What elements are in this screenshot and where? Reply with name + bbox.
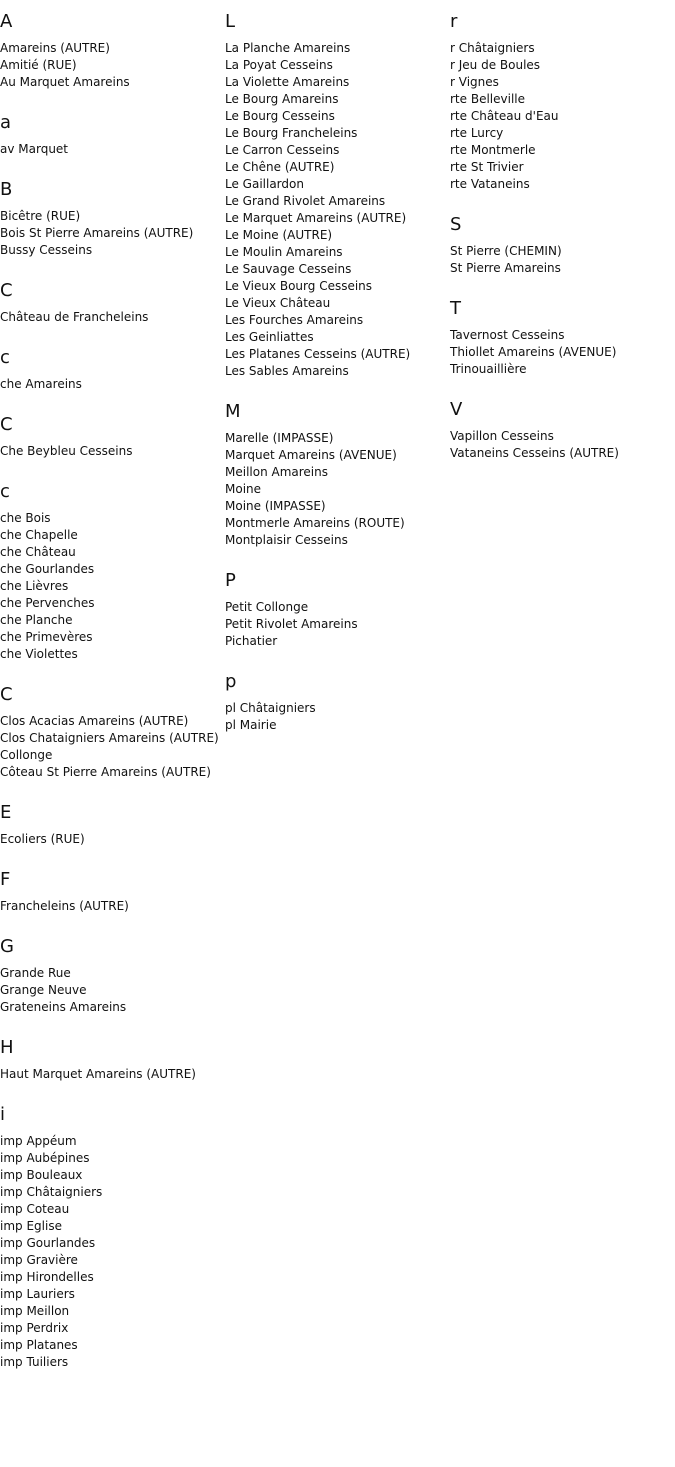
street-link[interactable]: imp Gourlandes <box>0 1236 96 1250</box>
letter-group <box>225 400 450 549</box>
letter-group <box>0 1103 225 1371</box>
street-list <box>450 327 675 378</box>
street-list <box>225 599 450 650</box>
street-link[interactable]: Au Marquet Amareins <box>0 75 130 89</box>
street-index-column-1 <box>0 10 225 1391</box>
street-link[interactable]: av Marquet <box>0 142 69 156</box>
letter-group <box>0 111 225 158</box>
letter-heading: C <box>0 684 13 705</box>
street-list <box>0 376 225 393</box>
letter-group <box>0 1036 225 1083</box>
street-link[interactable]: Le Grand Rivolet Amareins <box>225 194 386 208</box>
letter-heading: p <box>225 671 237 692</box>
letter-group <box>0 683 225 781</box>
street-link[interactable]: La Violette Amareins <box>225 75 350 89</box>
street-link[interactable]: r Vignes <box>450 75 499 89</box>
street-link[interactable]: imp Hirondelles <box>0 1270 94 1284</box>
street-link[interactable]: rte Château d'Eau <box>450 109 559 123</box>
street-link[interactable]: St Pierre Amareins <box>450 261 561 275</box>
street-list <box>225 430 450 549</box>
street-link[interactable]: Marelle (IMPASSE) <box>225 431 334 445</box>
letter-group <box>0 480 225 663</box>
street-link[interactable]: Ecoliers (RUE) <box>0 832 85 846</box>
street-link[interactable]: Le Bourg Amareins <box>225 92 339 106</box>
street-list <box>0 443 225 460</box>
street-link[interactable]: imp Bouleaux <box>0 1168 83 1182</box>
letter-group <box>225 569 450 650</box>
letter-heading: a <box>0 112 12 133</box>
street-link[interactable]: imp Châtaigniers <box>0 1185 103 1199</box>
street-list <box>450 243 675 277</box>
street-link[interactable]: r Châtaigniers <box>450 41 535 55</box>
street-link[interactable]: Pichatier <box>225 634 278 648</box>
street-link[interactable]: Le Moulin Amareins <box>225 245 343 259</box>
street-link[interactable]: che Château <box>0 545 76 559</box>
street-link[interactable]: Le Sauvage Cesseins <box>225 262 352 276</box>
letter-heading: i <box>0 1104 6 1125</box>
street-link[interactable]: Le Chêne (AUTRE) <box>225 160 335 174</box>
street-list <box>0 1066 225 1083</box>
letter-heading: F <box>0 869 11 890</box>
street-list <box>0 309 225 326</box>
street-list <box>450 428 675 462</box>
letter-group <box>0 868 225 915</box>
letter-group <box>225 670 450 734</box>
street-link[interactable]: imp Appéum <box>0 1134 77 1148</box>
street-link[interactable]: rte Vataneins <box>450 177 530 191</box>
street-link[interactable]: Trinouaillière <box>450 362 527 376</box>
street-link[interactable]: r Jeu de Boules <box>450 58 541 72</box>
street-list <box>0 510 225 663</box>
street-list <box>225 40 450 380</box>
street-link[interactable]: che Violettes <box>0 647 78 661</box>
street-link[interactable]: Amareins (AUTRE) <box>0 41 110 55</box>
street-link[interactable]: Bois St Pierre Amareins (AUTRE) <box>0 226 194 240</box>
letter-group <box>225 10 450 380</box>
street-link[interactable]: Les Geinliattes <box>225 330 314 344</box>
letter-heading: G <box>0 936 14 957</box>
street-link[interactable]: rte Montmerle <box>450 143 536 157</box>
street-link[interactable]: Moine <box>225 482 262 496</box>
street-link[interactable]: Le Vieux Château <box>225 296 331 310</box>
street-list <box>0 1133 225 1371</box>
letter-heading: E <box>0 802 12 823</box>
street-link[interactable]: pl Mairie <box>225 718 277 732</box>
street-link[interactable]: che Pervenches <box>0 596 95 610</box>
street-link[interactable]: Vataneins Cesseins (AUTRE) <box>450 446 619 460</box>
letter-heading: M <box>225 401 241 422</box>
street-link[interactable]: Bussy Cesseins <box>0 243 93 257</box>
street-list <box>0 898 225 915</box>
letter-heading: L <box>225 11 236 32</box>
street-link[interactable]: che Primevères <box>0 630 93 644</box>
street-link[interactable]: Petit Rivolet Amareins <box>225 617 358 631</box>
street-link[interactable]: Bicêtre (RUE) <box>0 209 81 223</box>
street-link[interactable]: Le Marquet Amareins (AUTRE) <box>225 211 407 225</box>
street-link[interactable]: Le Gaillardon <box>225 177 304 191</box>
street-link[interactable]: Moine (IMPASSE) <box>225 499 326 513</box>
street-list <box>0 965 225 1016</box>
letter-group <box>450 297 675 378</box>
street-link[interactable]: imp Eglise <box>0 1219 62 1233</box>
street-link[interactable]: Montplaisir Cesseins <box>225 533 348 547</box>
street-link[interactable]: Amitié (RUE) <box>0 58 77 72</box>
street-link[interactable]: Thiollet Amareins (AVENUE) <box>450 345 617 359</box>
street-link[interactable]: Grateneins Amareins <box>0 1000 127 1014</box>
street-link[interactable]: Le Vieux Bourg Cesseins <box>225 279 373 293</box>
street-link[interactable]: Clos Chataigniers Amareins (AUTRE) <box>0 731 219 745</box>
street-link[interactable]: imp Coteau <box>0 1202 70 1216</box>
street-link[interactable]: imp Lauriers <box>0 1287 75 1301</box>
street-link[interactable]: imp Aubépines <box>0 1151 90 1165</box>
street-list <box>225 700 450 734</box>
letter-group <box>450 213 675 277</box>
letter-heading: C <box>0 414 13 435</box>
street-link[interactable]: Montmerle Amareins (ROUTE) <box>225 516 405 530</box>
street-link[interactable]: Che Beybleu Cesseins <box>0 444 133 458</box>
street-link[interactable]: St Pierre (CHEMIN) <box>450 244 562 258</box>
street-link[interactable]: Clos Acacias Amareins (AUTRE) <box>0 714 189 728</box>
street-link[interactable]: Le Carron Cesseins <box>225 143 340 157</box>
street-link[interactable]: che Bois <box>0 511 51 525</box>
letter-heading: P <box>225 570 236 591</box>
street-link[interactable]: Meillon Amareins <box>225 465 328 479</box>
street-link[interactable]: Château de Francheleins <box>0 310 149 324</box>
street-link[interactable]: Vapillon Cesseins <box>450 429 554 443</box>
street-link[interactable]: che Amareins <box>0 377 82 391</box>
street-link[interactable]: rte Lurcy <box>450 126 504 140</box>
letter-group <box>450 10 675 193</box>
street-link[interactable]: imp Platanes <box>0 1338 78 1352</box>
street-link[interactable]: imp Tuiliers <box>0 1355 69 1369</box>
letter-heading: S <box>450 214 462 235</box>
letter-group <box>0 178 225 259</box>
street-link[interactable]: pl Châtaigniers <box>225 701 316 715</box>
street-list <box>0 40 225 91</box>
street-link[interactable]: imp Perdrix <box>0 1321 69 1335</box>
street-link[interactable]: Grange Neuve <box>0 983 87 997</box>
street-list <box>450 40 675 193</box>
street-link[interactable]: imp Meillon <box>0 1304 70 1318</box>
letter-heading: c <box>0 481 10 502</box>
street-link[interactable]: Le Bourg Francheleins <box>225 126 358 140</box>
street-list <box>0 831 225 848</box>
letter-heading: T <box>450 298 461 319</box>
street-index-column-3 <box>450 10 675 482</box>
street-index-column-2 <box>225 10 450 754</box>
street-link[interactable]: Le Bourg Cesseins <box>225 109 335 123</box>
street-link[interactable]: Les Platanes Cesseins (AUTRE) <box>225 347 411 361</box>
letter-group <box>0 279 225 326</box>
street-link[interactable]: Grande Rue <box>0 966 71 980</box>
street-link[interactable]: che Planche <box>0 613 73 627</box>
letter-group <box>0 413 225 460</box>
letter-heading: H <box>0 1037 14 1058</box>
street-list <box>0 141 225 158</box>
letter-group <box>0 10 225 91</box>
letter-heading: V <box>450 399 463 420</box>
street-list <box>0 713 225 781</box>
street-list <box>0 208 225 259</box>
street-link[interactable]: Francheleins (AUTRE) <box>0 899 129 913</box>
street-link[interactable]: La Planche Amareins <box>225 41 351 55</box>
street-link[interactable]: Le Moine (AUTRE) <box>225 228 333 242</box>
street-link[interactable]: Côteau St Pierre Amareins (AUTRE) <box>0 765 211 779</box>
street-link[interactable]: Petit Collonge <box>225 600 309 614</box>
street-link[interactable]: La Poyat Cesseins <box>225 58 333 72</box>
street-link[interactable]: che Gourlandes <box>0 562 95 576</box>
street-link[interactable]: Haut Marquet Amareins (AUTRE) <box>0 1067 196 1081</box>
street-link[interactable]: rte Belleville <box>450 92 525 106</box>
letter-heading: A <box>0 11 13 32</box>
street-link[interactable]: che Chapelle <box>0 528 78 542</box>
letter-group <box>0 935 225 1016</box>
street-link[interactable]: Marquet Amareins (AVENUE) <box>225 448 397 462</box>
letter-heading: r <box>450 11 458 32</box>
street-link[interactable]: Collonge <box>0 748 53 762</box>
letter-group <box>0 346 225 393</box>
street-link[interactable]: Tavernost Cesseins <box>450 328 565 342</box>
letter-group <box>0 801 225 848</box>
street-link[interactable]: Les Sables Amareins <box>225 364 349 378</box>
street-link[interactable]: che Lièvres <box>0 579 69 593</box>
letter-heading: B <box>0 179 13 200</box>
street-link[interactable]: imp Gravière <box>0 1253 78 1267</box>
letter-heading: C <box>0 280 13 301</box>
street-link[interactable]: rte St Trivier <box>450 160 524 174</box>
street-link[interactable]: Les Fourches Amareins <box>225 313 364 327</box>
letter-group <box>450 398 675 462</box>
letter-heading: c <box>0 347 10 368</box>
